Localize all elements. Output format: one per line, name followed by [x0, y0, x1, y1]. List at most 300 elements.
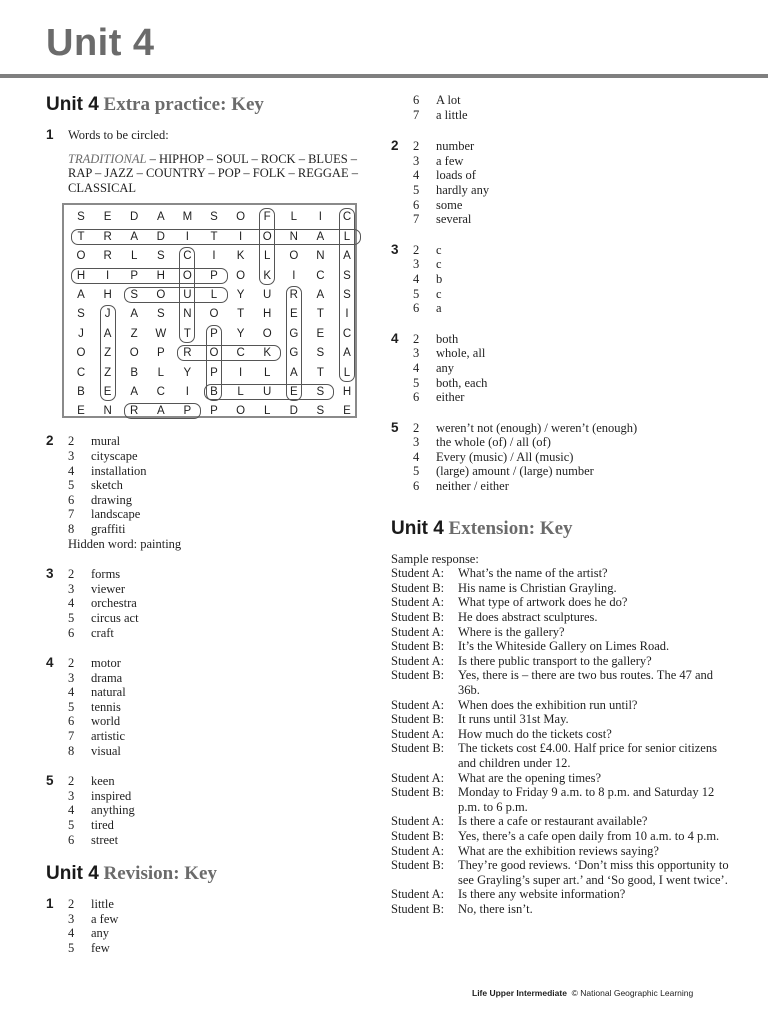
answer-row [413, 272, 731, 287]
answer-number: 6 [413, 479, 420, 494]
answer-row [413, 212, 731, 227]
circled-word-outline [179, 247, 195, 343]
grid-letter: C [156, 385, 165, 398]
answer-number: 6 [413, 390, 420, 405]
speaker-label: Student A: [391, 843, 445, 858]
answer-row [413, 332, 731, 347]
answer-text: Every (music) / All (music) [436, 449, 574, 464]
grid-letter: Y [236, 327, 245, 340]
grid-letter: O [182, 269, 192, 282]
circled-word-outline [71, 268, 228, 284]
answer-row [68, 729, 370, 744]
answer-row [413, 108, 731, 123]
exercise-number: 5 [391, 419, 399, 435]
grid-letter: L [263, 366, 271, 379]
extension-heading [391, 516, 731, 542]
exercise-number: 1 [46, 896, 54, 912]
dialogue-line [391, 610, 731, 625]
answer-text: craft [91, 625, 114, 640]
speaker-line: His name is Christian Grayling. [458, 580, 617, 595]
answer-row [413, 376, 731, 391]
speaker-label: Student B: [391, 580, 445, 595]
grid-letter: O [209, 308, 219, 321]
exercise-number: 1 [46, 127, 54, 142]
grid-letter: I [238, 366, 243, 379]
circled-word-outline [204, 384, 334, 400]
grid-letter: A [343, 250, 351, 263]
answer-number: 4 [68, 803, 75, 818]
dialogue-line [391, 785, 731, 814]
answer-text: both, each [436, 375, 488, 390]
grid-letter: M [182, 211, 193, 224]
answer-text: inspired [91, 788, 132, 803]
grid-letter: O [156, 288, 166, 301]
dialogue-line [391, 625, 731, 640]
answer-number: 2 [68, 567, 75, 582]
answer-text: a few [436, 153, 464, 168]
answer-text: little [91, 897, 114, 912]
grid-letter: T [316, 308, 324, 321]
grid-letter: O [76, 347, 86, 360]
dialogue-lines [391, 566, 731, 916]
grid-letter: T [237, 308, 245, 321]
dialogue-line [391, 712, 731, 727]
grid-letter: S [77, 308, 85, 321]
answer-number: 5 [413, 182, 420, 197]
grid-letter: Z [104, 366, 112, 379]
answer-number: 2 [413, 139, 420, 154]
exercise-intro: Words to be circled: [68, 128, 169, 142]
grid-letter: O [209, 347, 219, 360]
answer-text: installation [91, 463, 147, 478]
answer-row [68, 478, 370, 493]
answer-number: 5 [68, 941, 75, 955]
speaker-label: Student A: [391, 770, 445, 785]
grid-letter: O [236, 269, 246, 282]
answer-number: 5 [68, 818, 75, 833]
grid-letter: D [130, 211, 139, 224]
answer-text: landscape [91, 507, 141, 522]
circled-word-outline [286, 286, 302, 401]
answer-number: 2 [68, 897, 75, 912]
speaker-line: The tickets cost £4.00. Half price for senior citizens and children under 12. [458, 741, 717, 770]
grid-letter: L [343, 230, 351, 243]
grid-letter: P [183, 405, 192, 418]
answer-text: b [436, 271, 443, 286]
answer-row [68, 596, 370, 611]
answer-number: 4 [413, 449, 420, 464]
grid-letter: L [130, 250, 138, 263]
answer-row [413, 435, 731, 450]
revision-exercise-2 [391, 139, 731, 227]
grid-letter: E [103, 385, 112, 398]
grid-letter: T [316, 366, 324, 379]
grid-letter: O [262, 230, 272, 243]
grid-letter: T [183, 327, 191, 340]
word-list-first: TRADITIONAL [68, 151, 147, 166]
grid-letter: E [289, 308, 298, 321]
answer-number: 2 [413, 420, 420, 435]
grid-letter: S [210, 211, 218, 224]
answer-row [68, 818, 370, 833]
grid-letter: I [238, 230, 243, 243]
answer-text: whole, all [436, 346, 486, 361]
answer-row [413, 287, 731, 302]
grid-letter: L [210, 288, 218, 301]
header-divider [0, 74, 768, 78]
exercise-2 [46, 434, 370, 551]
answer-number: 4 [413, 360, 420, 375]
answer-row [413, 450, 731, 465]
grid-letter: A [316, 230, 325, 243]
answer-row [68, 941, 370, 956]
answer-text: tired [91, 818, 114, 833]
grid-letter: J [104, 308, 111, 321]
exercise-4 [46, 656, 370, 758]
answer-list [413, 139, 731, 227]
grid-letter: O [289, 250, 299, 263]
speaker-line: They’re good reviews. ‘Don’t miss this opportunity to see Grayling’s super art.’ and ‘So good, I went twice’. [458, 858, 729, 887]
grid-letter: I [318, 211, 322, 224]
answer-row [413, 361, 731, 376]
grid-letter: S [316, 347, 325, 360]
grid-letter: N [183, 308, 192, 321]
answer-list [413, 243, 731, 316]
answer-number: 5 [413, 375, 420, 390]
answer-row [68, 671, 370, 686]
speaker-line: What’s the name of the artist? [458, 566, 608, 581]
grid-letter: N [289, 230, 298, 243]
answer-text: A lot [436, 93, 461, 107]
answer-number: 7 [413, 107, 420, 122]
speaker-line: No, there isn’t. [458, 901, 533, 916]
answer-text: (large) amount / (large) number [436, 464, 594, 479]
answer-list [413, 332, 731, 405]
grid-letter: S [343, 269, 351, 282]
grid-letter: S [156, 250, 165, 263]
grid-letter: C [183, 250, 192, 263]
grid-letter: L [290, 211, 297, 224]
grid-letter: N [103, 405, 112, 418]
grid-letter: G [289, 347, 299, 360]
grid-letter: K [263, 347, 272, 360]
grid-letter: I [185, 230, 189, 243]
answer-number: 4 [68, 463, 75, 478]
answer-text: c [436, 257, 442, 272]
answer-text: graffiti [91, 521, 126, 536]
answer-row [413, 243, 731, 258]
grid-letter: E [289, 385, 298, 398]
speaker-label: Student B: [391, 741, 445, 756]
answer-number: 7 [68, 729, 75, 744]
grid-letter: E [316, 327, 325, 340]
answer-row [413, 301, 731, 316]
answer-number: 5 [68, 610, 75, 625]
answer-text: mural [91, 434, 121, 449]
answer-row [413, 183, 731, 198]
answer-list [413, 421, 731, 494]
exercise-number: 5 [46, 773, 54, 789]
answer-number: 6 [68, 714, 75, 729]
word-list-rest: – HIPHOP – SOUL – ROCK – BLUES – RAP – JAZZ – COUNTRY – POP – FOLK – REGGAE – CLASSICAL [68, 151, 358, 195]
speaker-label: Student A: [391, 624, 445, 639]
grid-letter: S [130, 288, 139, 301]
answer-row [68, 434, 370, 449]
answer-row [413, 93, 731, 108]
exercise-number: 4 [46, 655, 54, 671]
answer-number: 8 [68, 743, 75, 758]
grid-letter: R [103, 250, 112, 263]
dialogue-line [391, 771, 731, 786]
grid-letter: R [289, 288, 298, 301]
answer-number: 3 [68, 581, 75, 596]
answer-list [68, 434, 370, 536]
answer-row [68, 626, 370, 641]
answer-text: keen [91, 774, 115, 789]
grid-letter: A [156, 405, 165, 418]
speaker-label: Student B: [391, 828, 445, 843]
section-unit: Unit 4 [46, 94, 99, 115]
answer-text: c [436, 242, 442, 257]
answer-text: loads of [436, 168, 476, 183]
circled-word-outline [259, 208, 275, 285]
speaker-line: When does the exhibition run until? [458, 697, 638, 712]
grid-letter: I [185, 385, 189, 398]
grid-letter: L [263, 250, 271, 263]
hidden-word-note: Hidden word: painting [68, 536, 182, 551]
section-title: Extra practice: Key [103, 94, 264, 115]
answer-number: 2 [68, 656, 75, 671]
answer-text: motor [91, 656, 121, 671]
grid-letter: T [210, 230, 218, 243]
answer-number: 8 [68, 521, 75, 536]
grid-letter: D [156, 230, 165, 243]
revision-exercise-1 [46, 897, 370, 955]
exercise-number: 2 [46, 433, 54, 449]
answer-text: drama [91, 670, 123, 685]
answer-row [68, 685, 370, 700]
answer-number: 2 [68, 434, 75, 449]
grid-letter: L [157, 366, 164, 379]
answer-number: 3 [68, 670, 75, 685]
answer-text: forms [91, 567, 121, 582]
answer-text: both [436, 331, 459, 346]
circled-word-outline [124, 403, 201, 419]
exercise-number: 3 [391, 241, 399, 257]
answer-text: street [91, 832, 119, 847]
grid-letter: C [342, 327, 352, 340]
answer-row [68, 656, 370, 671]
grid-letter: B [130, 366, 139, 379]
speaker-line: What are the opening times? [458, 770, 601, 785]
speaker-line: What are the exhibition reviews saying? [458, 843, 659, 858]
dialogue-line [391, 581, 731, 596]
grid-letter: A [103, 327, 112, 340]
grid-letter: L [263, 405, 271, 418]
grid-letter: Z [104, 347, 112, 360]
grid-letter: B [77, 385, 85, 398]
section-title: Revision: Key [103, 863, 217, 885]
dialogue-line [391, 566, 731, 581]
answer-list [68, 567, 370, 640]
answer-row [68, 582, 370, 597]
grid-letter: S [343, 288, 351, 301]
grid-letter: R [183, 347, 192, 360]
dialogue-line [391, 639, 731, 654]
answer-number: 7 [68, 507, 75, 522]
revision-exercise-4 [391, 332, 731, 405]
answer-row [68, 464, 370, 479]
speaker-line: Yes, there is – there are two bus routes. The 47 and 36b. [458, 668, 714, 697]
grid-letter: F [263, 211, 271, 224]
dialogue-line [391, 844, 731, 859]
answer-row [413, 390, 731, 405]
section-unit: Unit 4 [46, 863, 99, 885]
speaker-line: Is there public transport to the gallery? [458, 653, 652, 668]
speaker-label: Student A: [391, 814, 445, 829]
word-search-grid [62, 203, 357, 418]
word-list [68, 152, 370, 196]
speaker-line: What type of artwork does he do? [458, 595, 628, 610]
answer-list [68, 656, 370, 758]
answer-row [68, 507, 370, 522]
grid-letter: B [210, 385, 218, 398]
speaker-line: Is there a cafe or restaurant available? [458, 814, 648, 829]
answer-text: any [91, 926, 110, 941]
grid-letter: I [292, 269, 296, 282]
grid-letter: E [343, 405, 351, 418]
dialogue-line [391, 741, 731, 770]
dialogue-line [391, 727, 731, 742]
answer-text: any [436, 360, 455, 375]
circled-word-outline [177, 345, 280, 361]
answer-row [413, 198, 731, 213]
answer-row [68, 926, 370, 941]
answer-number: 4 [68, 926, 75, 941]
answer-text: orchestra [91, 596, 137, 611]
grid-letter: S [316, 405, 325, 418]
grid-letter: S [77, 211, 85, 224]
exercise-number: 2 [391, 138, 399, 154]
dialogue-line [391, 668, 731, 697]
grid-letter: C [236, 347, 245, 360]
speaker-label: Student A: [391, 595, 445, 610]
circled-word-outline [206, 325, 222, 402]
answer-number: 6 [68, 492, 75, 507]
answer-row [413, 168, 731, 183]
grid-letter: P [156, 347, 165, 360]
speaker-line: Monday to Friday 9 a.m. to 8 p.m. and Saturday 12 p.m. to 6 p.m. [458, 785, 715, 814]
grid-letter: U [263, 288, 272, 301]
answer-row [68, 714, 370, 729]
answer-number: 6 [68, 625, 75, 640]
grid-letter: A [130, 308, 139, 321]
answer-number: 4 [68, 685, 75, 700]
grid-letter: H [76, 269, 86, 282]
grid-letter: A [130, 385, 139, 398]
grid-letter: L [237, 385, 244, 398]
answer-row [68, 833, 370, 848]
answer-row [68, 449, 370, 464]
speaker-label: Student A: [391, 726, 445, 741]
answer-number: 5 [68, 699, 75, 714]
answer-number: 5 [413, 286, 420, 301]
answer-row [413, 346, 731, 361]
grid-letter: N [316, 250, 325, 263]
answer-row [68, 803, 370, 818]
answer-number: 3 [68, 911, 75, 926]
section-title: Extension: Key [448, 517, 573, 539]
answer-text: a little [436, 107, 468, 122]
grid-letter: E [103, 211, 112, 224]
speaker-label: Student A: [391, 653, 445, 668]
grid-letter: H [103, 288, 112, 301]
speaker-line: It’s the Whiteside Gallery on Limes Road. [458, 639, 670, 654]
answer-text: cityscape [91, 448, 138, 463]
answer-number: 3 [413, 435, 420, 450]
page-footer [472, 988, 693, 998]
answer-text: drawing [91, 492, 132, 507]
grid-letter: H [156, 269, 165, 282]
exercise-1 [46, 128, 370, 418]
extra-practice-heading [46, 92, 370, 118]
grid-letter: A [316, 288, 325, 301]
answer-number: 3 [413, 257, 420, 272]
speaker-label: Student A: [391, 697, 445, 712]
answer-text: hardly any [436, 182, 490, 197]
answer-number: 3 [413, 346, 420, 361]
answer-number: 2 [413, 242, 420, 257]
grid-letter: E [77, 405, 85, 418]
footer-book-title: Life Upper Intermediate [472, 988, 567, 998]
grid-letter: L [343, 366, 351, 379]
answer-number: 6 [413, 301, 420, 316]
speaker-label: Student A: [391, 566, 445, 581]
answer-text: the whole (of) / all (of) [436, 435, 551, 450]
answer-row [68, 567, 370, 582]
answer-row [68, 522, 370, 537]
answer-row [68, 611, 370, 626]
speaker-line: He does abstract sculptures. [458, 610, 598, 625]
answer-number: 3 [68, 448, 75, 463]
answer-number: 3 [68, 788, 75, 803]
answer-list [68, 897, 370, 955]
answer-row [68, 493, 370, 508]
grid-letter: C [76, 366, 86, 379]
answer-text: c [436, 286, 442, 301]
speaker-label: Student B: [391, 901, 445, 916]
answer-list [413, 93, 731, 122]
section-unit: Unit 4 [391, 517, 444, 539]
answer-text: few [91, 941, 110, 955]
grid-letter: R [130, 405, 139, 418]
answer-text: neither / either [436, 479, 509, 494]
grid-letter: G [289, 327, 299, 340]
grid-letter: A [289, 366, 298, 379]
grid-letter: Y [183, 366, 192, 379]
dialogue-line [391, 595, 731, 610]
answer-number: 5 [68, 478, 75, 493]
dialogue-line [391, 698, 731, 713]
answer-number: 5 [413, 464, 420, 479]
grid-letter: P [130, 269, 139, 282]
answer-text: artistic [91, 729, 126, 744]
answer-text: several [436, 212, 472, 227]
answer-row [413, 421, 731, 436]
grid-letter: H [263, 308, 272, 321]
footer-copyright: © National Geographic Learning [571, 988, 694, 998]
answer-number: 2 [68, 774, 75, 789]
